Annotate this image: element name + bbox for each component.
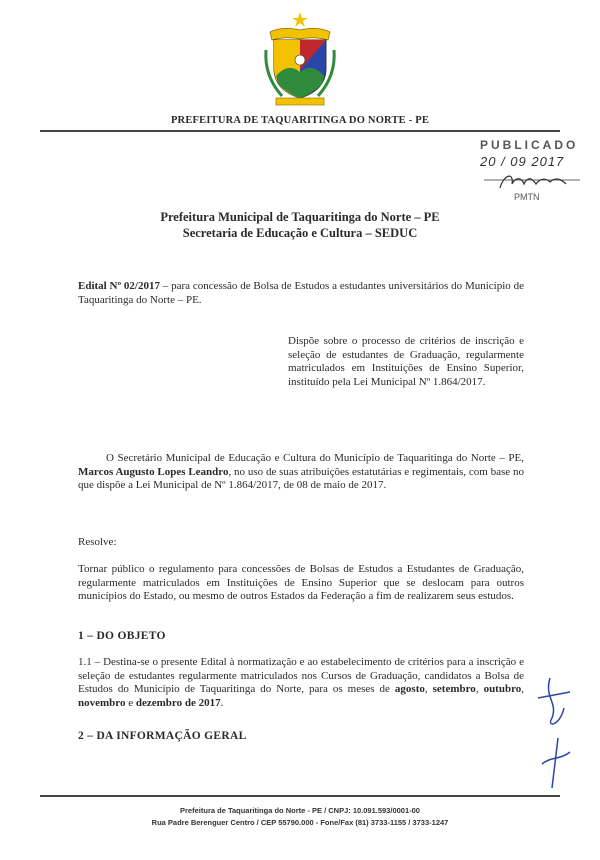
separator: , bbox=[521, 683, 525, 695]
preamble bbox=[78, 452, 524, 493]
page-header-title: PREFEITURA DE TAQUARITINGA DO NORTE - PE bbox=[170, 115, 430, 126]
month-november: novembro bbox=[78, 696, 126, 709]
stamp-signature bbox=[470, 166, 585, 192]
institution-line-1: Prefeitura Municipal de Taquaritinga do Norte – PE bbox=[160, 210, 440, 224]
ementa: Dispõe sobre o processo de critérios de inscrição e seleção de estudantes de Graduação, regularmente matriculados em Instituições de Ensino Superior, instituído pela Lei Municipal Nº 1.864/2017. bbox=[288, 335, 524, 388]
separator: e bbox=[125, 696, 136, 709]
edital-heading bbox=[78, 280, 524, 307]
published-stamp bbox=[470, 138, 585, 208]
resolve-label: Resolve: bbox=[78, 536, 117, 548]
footer-divider bbox=[40, 795, 560, 797]
month-september: setembro bbox=[432, 683, 476, 695]
month-october: outubro bbox=[483, 683, 522, 695]
month-august: agosto bbox=[394, 683, 425, 695]
secretary-name: Marcos Augusto Lopes Leandro bbox=[78, 465, 229, 478]
stamp-date: 20 / 09 2017 bbox=[480, 154, 565, 169]
separator: , bbox=[475, 683, 484, 695]
stamp-word: PUBLICADO bbox=[480, 138, 579, 152]
preamble-part-2: , no uso de suas atribuições estatutárias e regimentais, com base no que dispõe a Lei Municipal de Nº 1.864/2017, de 08 de maio de 2017. bbox=[78, 465, 524, 491]
month-december: dezembro de 2017 bbox=[135, 696, 221, 709]
footer-line-1: Prefeitura de Taquaritinga do Norte - PE / CNPJ: 10.091.593/0001-00 bbox=[180, 806, 420, 815]
coat-of-arms-logo bbox=[262, 10, 338, 110]
header-divider bbox=[40, 130, 560, 132]
stamp-org: PMTN bbox=[514, 192, 540, 202]
margin-initials bbox=[530, 668, 580, 798]
edital-text: – para concessão de Bolsa de Estudos a estudantes universitários do Município de Taquaritinga do Norte – PE. bbox=[78, 280, 524, 306]
institution-line-2: Secretaria de Educação e Cultura – SEDUC bbox=[182, 226, 418, 240]
section-2-title: 2 – DA INFORMAÇÃO GERAL bbox=[78, 730, 247, 742]
section-1-title: 1 – DO OBJETO bbox=[78, 630, 166, 642]
item-1-1-text: 1.1 – Destina-se o presente Edital à normatização e ao estabelecimento de critérios para a inscrição e seleção de estudantes regularmente matriculados nos Cursos de Graduação, candidatos a Bolsa de Estudos do Município de Taquaritinga do Norte, para os meses de bbox=[78, 656, 524, 695]
section-1-item-1 bbox=[78, 656, 524, 710]
preamble-part-1: O Secretário Municipal de Educação e Cultura do Município de Taquaritinga do Norte – PE, bbox=[106, 452, 524, 464]
footer-line-2: Rua Padre Berenguer Centro / CEP 55790.000 - Fone/Fax (81) 3733-1155 / 3733-1247 bbox=[151, 818, 449, 827]
edital-number: Edital Nº 02/2017 bbox=[78, 280, 160, 292]
separator: , bbox=[424, 683, 433, 695]
resolve-text: Tornar público o regulamento para concessões de Bolsas de Estudos a Estudantes de Graduação, regularmente matriculados em Instituições de Ensino Superior que se deslocam para outros municípios do Estado, ou mesmo de outros Estados da Federação a fim de realizarem seus estudos. bbox=[78, 563, 524, 602]
period: . bbox=[220, 696, 224, 709]
